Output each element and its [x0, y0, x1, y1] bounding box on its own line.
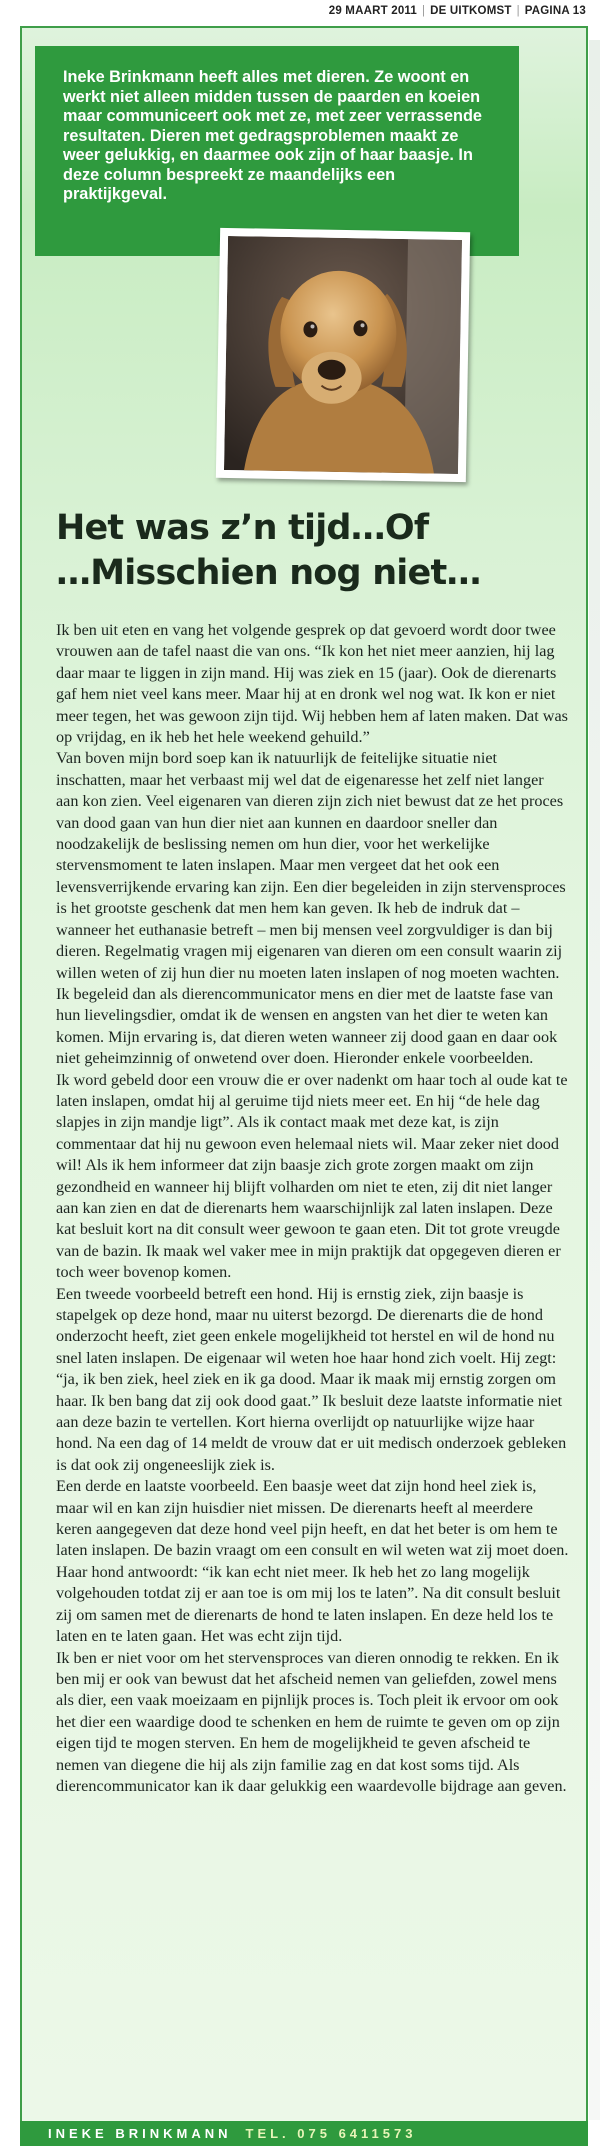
author-name: INEKE BRINKMANN	[48, 2126, 232, 2141]
intro-box	[35, 46, 519, 256]
issue-date: 29 MAART 2011	[328, 5, 417, 17]
body-paragraph: Een tweede voorbeeld betreft een hond. Hij is ernstig ziek, zijn baasje is stapelgek op deze hond, maar nu uiterst bezorgd. De dierenarts die de hond onderzocht heeft, ziet geen enkele mogelijkheid tot herstel en wil de hond nu snel laten inslapen. De eigenaar wil weten hoe haar hond zich voelt. Hij zegt: “ja, ik ben ziek, heel ziek en ik ga dood. Maar ik maak mij ernstig zorgen om haar. Ik ben bang dat zij ook dood gaat.” Ik besluit deze laatste informatie niet aan deze bazin te vertellen. Kort hierna overlijdt op natuurlijke wijze haar hond. Na een dag of 14 meldt de vrouw dat er uit medisch onderzoek gebleken is dat ook zij ongeneeslijk ziek is.	[56, 1284, 567, 1474]
masthead	[329, 0, 586, 22]
body-paragraph: Van boven mijn bord soep kan ik natuurlijk de feitelijke situatie niet inschatten, maar het verbaast mij wel dat de eigenaresse het zelf niet langer aan kon zien. Veel eigenaren van dieren zijn zich niet bewust dat ze het proces van dood gaan van hun dier niet aan kunnen en daardoor sneller dan noodzakelijk de beslissing nemen om hun dier, voor het werkelijke stervensmoment te laten inslapen. Maar men vergeet dat het ook een levensverrijkende ervaring kan zijn. Een dier begeleiden in zijn stervensproces is het grootste geschenk dat men hem kan geven. Ik heb de indruk dat – wanneer het euthanasie betreft – men bij mensen veel zorgvuldiger is dan bij dieren. Regelmatig vragen mij eigenaren van dieren om een consult waarin zij willen weten of zij hun dier nu moeten laten inslapen of nog moeten wachten. Ik begeleid dan als dierencommunicator mens en dier met de laatste fase van hun lievelingsdier, omdat ik de wensen en angsten van het dier te weten kan komen. Mijn ervaring is, dat dieren weten wanneer zij dood gaan en daar ook niet geheimzinnig of onwetend over doen. Hieronder enkele voorbeelden.	[56, 749, 566, 1068]
page-number: PAGINA 13	[524, 5, 586, 17]
body-paragraph: Ik ben uit eten en vang het volgende gesprek op dat gevoerd wordt door twee vrouwen aan de tafel naast die van ons. “Ik kon het niet meer aanzien, hij lag daar maar te liggen in zijn mand. Hij was ziek en 15 (jaar). Ook de dierenarts gaf hem niet veel kans meer. Maar hij at en dronk wel nog wat. Ik kon er niet meer tegen, het was gewoon zijn tijd. Wij hebben hem af laten maken. Dat was op vrijdag, en ik heb het hele weekend gehuild.”	[56, 621, 568, 747]
intro-text: Ineke Brinkmann heeft alles met dieren. Ze woont en werkt niet alleen midden tussen de paarden en koeien maar communiceert ook met ze, met zeer verrassende resultaten. Dieren met gedragsproblemen maakt ze weer gelukkig, en daarmee ook zijn of haar baasje. In deze column bespreekt ze maandelijks een praktijkgeval.	[63, 68, 482, 203]
masthead-separator: |	[421, 5, 426, 17]
headline-line-1: Het was z’n tijd…Of	[56, 508, 429, 548]
body-paragraph: Een derde en laatste voorbeeld. Een baasje weet dat zijn hond heel ziek is, maar wil en kan zijn huisdier niet missen. De dierenarts heeft al meerdere keren aangegeven dat deze hond veel pijn heeft, en dat het beter is om hem te laten inslapen. De bazin vraagt om een consult en wil weten wat zij moet doen. Haar hond antwoordt: “ik kan echt niet meer. Ik heb het zo lang mogelijk volgehouden totdat zij er aan toe is om mij los te laten”. Na dit consult besluit zij om samen met de dierenarts de hond te laten inslapen. En deze held los te laten en te laten gaan. Het was echt zijn tijd.	[56, 1477, 569, 1646]
publication-name: DE UITKOMST	[430, 5, 512, 17]
article-headline	[56, 506, 576, 596]
body-paragraph: Ik ben er niet voor om het stervensproces van dieren onnodig te rekken. En ik ben mij er ook van bewust dat het afscheid nemen van geliefden, zowel mens als dier, een vaak moeizaam en pijnlijk proces is. Toch pleit ik ervoor om ook het dier een waardige dood te schenken en hem de ruimte te geven om op zijn eigen tijd te mogen sterven. En hem de mogelijkheid te geven afscheid te nemen van diegene die hij als zijn familie zag en dat kost soms tijd. Als dierencommunicator kan ik daar gelukkig een waardevolle bijdrage aan geven.	[56, 1648, 567, 1795]
masthead-separator: |	[516, 5, 520, 17]
body-paragraph: Ik word gebeld door een vrouw die er over nadenkt om haar toch al oude kat te laten inslapen, omdat hij al geruime tijd niets meer eet. En hij “de hele dag slapjes in zijn mandje ligt”. Als ik contact maak met deze kat, is zijn commentaar dat hij nu gewoon even helemaal niets wil. Maar zeker niet dood wil! Als ik hem informeer dat zijn baasje zich grote zorgen maakt om zijn gezondheid en wanneer hij blijft volharden om niet te eten, zij dit niet langer aan kan zien en dat de dierenarts hem waarschijnlijk zal laten inslapen. Deze kat besluit kort na dit consult weer gewoon te gaan eten. Dit tot grote vreugde van de bazin. Ik maak wel vaker mee in mijn praktijk dat opgegeven dieren er toch weer bovenop komen.	[56, 1070, 568, 1282]
article-body	[56, 620, 570, 1797]
headline-line-2: …Misschien nog niet…	[56, 553, 481, 593]
page-edge	[589, 40, 600, 2120]
author-footer	[20, 2121, 588, 2146]
author-phone: TEL. 075 6411573	[245, 2126, 417, 2141]
dog-image	[224, 236, 462, 474]
dog-photo	[216, 228, 470, 482]
